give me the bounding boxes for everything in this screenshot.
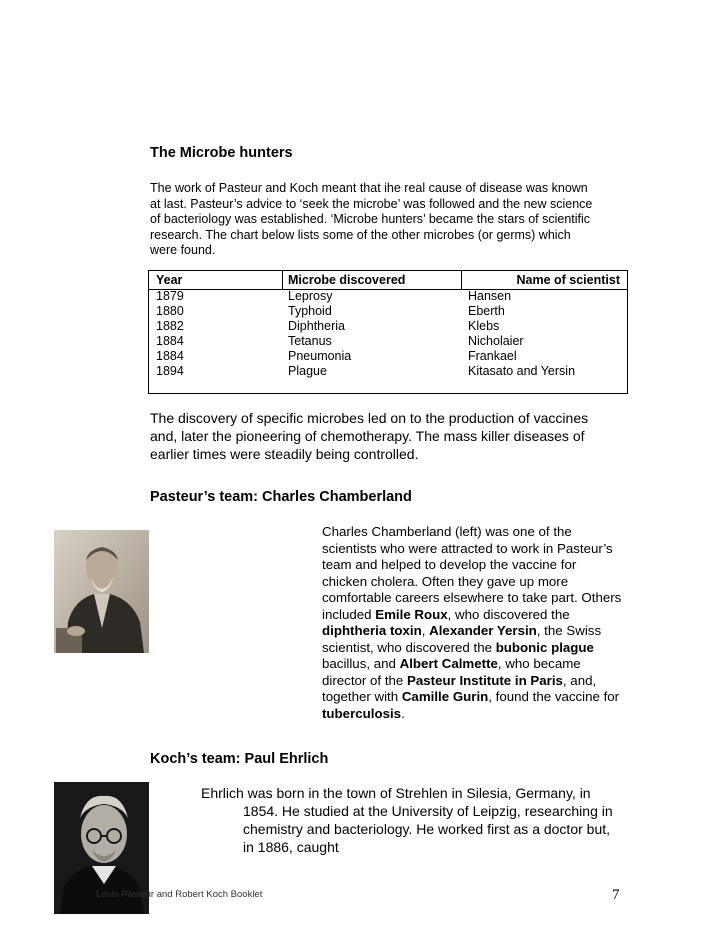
table-cell-scientist: Nicholaier <box>468 334 524 348</box>
vaccines-paragraph <box>150 409 640 463</box>
ehrlich-line: Ehrlich was born in the town of Strehlen in Silesia, Germany, in <box>201 785 591 801</box>
section-title-ehrlich: Koch’s team: Paul Ehrlich <box>150 751 329 767</box>
chamberland-paragraph <box>322 524 622 722</box>
table-cell-microbe: Pneumonia <box>288 349 352 363</box>
term-pasteur-institute: Pasteur Institute in Paris <box>407 672 563 688</box>
intro-line: were found. <box>150 243 216 258</box>
microbes-table <box>148 270 628 394</box>
chamberland-text: , found the vaccine for <box>488 689 620 704</box>
table-cell-scientist: Hansen <box>468 289 512 303</box>
chamberland-photo <box>54 530 149 653</box>
table-column-years <box>156 289 184 379</box>
chamberland-text: . <box>401 705 405 721</box>
chamberland-text: , <box>421 623 430 638</box>
section-title-chamberland: Pasteur’s team: Charles Chamberland <box>150 489 412 505</box>
table-header-microbe: Microbe discovered <box>288 273 406 287</box>
intro-line: at last. Pasteur’s advice to ‘seek the microbe’ was followed and the new science <box>150 196 593 211</box>
name-camille-gurin: Camille Gurin <box>401 689 489 704</box>
ehrlich-paragraph <box>0 784 728 856</box>
chamberland-text: , the Swiss scientist, who discovered the <box>322 623 602 655</box>
chamberland-text: , who discovered the <box>447 606 570 622</box>
term-bubonic-plague: bubonic plague <box>495 639 594 655</box>
table-column-divider <box>282 271 283 290</box>
name-albert-calmette: Albert Calmette <box>399 656 498 671</box>
chamberland-portrait-image <box>54 530 149 653</box>
table-cell-microbe: Typhoid <box>288 304 332 318</box>
ehrlich-line: chemistry and bacteriology. He worked first as a doctor but, <box>243 821 611 837</box>
table-cell-year: 1882 <box>156 319 184 333</box>
term-diphtheria-toxin: diphtheria toxin <box>322 623 422 638</box>
chamberland-text: , and, together with <box>322 672 597 704</box>
table-cell-year: 1880 <box>156 304 184 318</box>
name-alexander-yersin: Alexander Yersin <box>429 623 537 638</box>
ehrlich-line: in 1886, caught <box>243 839 339 855</box>
chamberland-text: bacillus, and <box>322 656 400 671</box>
table-cell-scientist: Kitasato and Yersin <box>468 364 576 378</box>
table-cell-year: 1884 <box>156 349 184 363</box>
intro-line: of bacteriology was established. ‘Microbe hunters’ became the stars of scientific <box>150 212 591 227</box>
table-cell-year: 1884 <box>156 334 184 348</box>
ehrlich-line: 1854. He studied at the University of Leipzig, researching in <box>243 803 613 819</box>
table-cell-microbe: Diphtheria <box>288 319 345 333</box>
footer-booklet-title: Louis Pasteur and Robert Koch Booklet <box>96 889 263 900</box>
table-cell-microbe: Leprosy <box>288 289 333 303</box>
table-cell-scientist: Klebs <box>468 319 500 333</box>
paragraph-line: earlier times were steadily being controlled. <box>150 446 419 462</box>
table-column-divider <box>461 271 462 290</box>
table-cell-scientist: Eberth <box>468 304 505 318</box>
table-column-microbes <box>288 289 351 379</box>
table-column-scientists <box>468 289 575 379</box>
section-title-microbe-hunters: The Microbe hunters <box>150 145 293 161</box>
paragraph-line: The discovery of specific microbes led on to the production of vaccines <box>150 410 589 426</box>
table-cell-microbe: Plague <box>288 364 327 378</box>
term-tuberculosis: tuberculosis <box>322 705 402 721</box>
page-number: 7 <box>612 887 620 903</box>
table-header-scientist: Name of scientist <box>516 273 620 287</box>
paragraph-line: and, later the pioneering of chemotherapy. The mass killer diseases of <box>150 428 585 444</box>
table-header-year: Year <box>156 273 183 287</box>
name-emile-roux: Emile Roux <box>375 606 448 622</box>
table-cell-scientist: Frankael <box>468 349 517 363</box>
intro-line: research. The chart below lists some of the other microbes (or germs) which <box>150 227 571 242</box>
intro-paragraph <box>150 181 630 259</box>
table-cell-year: 1879 <box>156 289 184 303</box>
chamberland-text: Charles Chamberland (left) was one of the scientists who were attracted to work in Pasteur’s team and helped to develop the vaccine for chicken cholera. Often they gave up more comfortable careers elsewhere to take part. Others included <box>322 524 622 622</box>
chamberland-text: , who became director of the <box>322 656 581 688</box>
table-cell-year: 1894 <box>156 364 184 378</box>
table-cell-microbe: Tetanus <box>288 334 332 348</box>
intro-line: The work of Pasteur and Koch meant that ihe real cause of disease was known <box>150 181 588 195</box>
